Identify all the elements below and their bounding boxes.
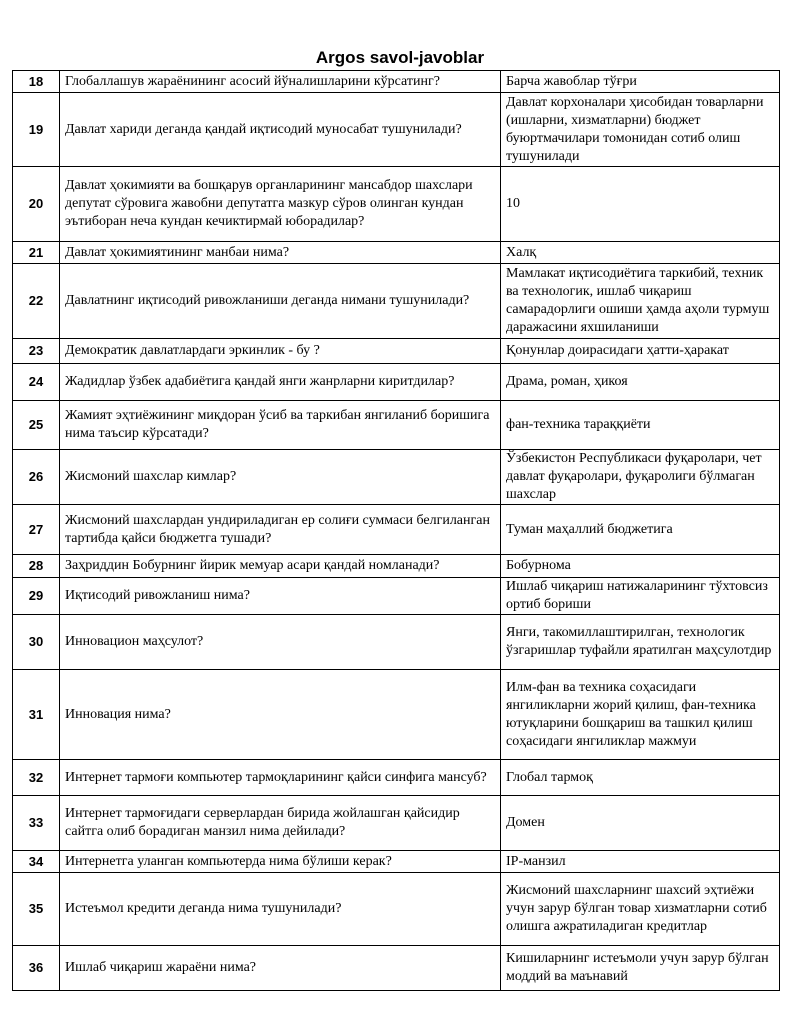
table-row	[13, 760, 780, 796]
question-number: 24	[13, 364, 60, 401]
question-text: Жисмоний шахслардан ундириладиган ер солиғи суммаси белгиланган тартибда қайси бюджетга тушади?	[60, 505, 501, 555]
question-text: Жамият эҳтиёжининг миқдоран ўсиб ва таркибан янгиланиб боришига нима таъсир кўрсатади?	[60, 401, 501, 450]
question-number: 25	[13, 401, 60, 450]
question-text: Заҳриддин Бобурнинг йирик мемуар асари қандай номланади?	[60, 555, 501, 578]
answer-text: Янги, такомиллаштирилган, технологик ўзгаришлар туфайли яратилган маҳсулотдир	[501, 615, 780, 670]
table-row	[13, 505, 780, 555]
answer-text: Барча жавоблар тўғри	[501, 71, 780, 93]
qa-table-body	[13, 71, 780, 991]
table-row	[13, 670, 780, 760]
question-number: 34	[13, 851, 60, 873]
table-row	[13, 264, 780, 339]
answer-text: Домен	[501, 796, 780, 851]
answer-text: Жисмоний шахсларнинг шахсий эҳтиёжи учун зарур бўлган товар хизматларни сотиб олишга ажратиладиган кредитлар	[501, 873, 780, 946]
answer-text: Бобурнома	[501, 555, 780, 578]
table-row	[13, 450, 780, 505]
answer-text: Халқ	[501, 242, 780, 264]
question-number: 36	[13, 946, 60, 991]
table-row	[13, 339, 780, 364]
qa-table	[12, 70, 780, 991]
table-row	[13, 401, 780, 450]
question-text: Жисмоний шахслар кимлар?	[60, 450, 501, 505]
answer-text: Кишиларнинг истеъмоли учун зарур бўлган моддий ва маънавий	[501, 946, 780, 991]
question-number: 33	[13, 796, 60, 851]
table-row	[13, 851, 780, 873]
question-number: 18	[13, 71, 60, 93]
table-row	[13, 167, 780, 242]
question-text: Интернетга уланган компьютерда нима бўлиши керак?	[60, 851, 501, 873]
table-row	[13, 555, 780, 578]
answer-text: Мамлакат иқтисодиётига таркибий, техник ва технологик, ишлаб чиқариш самарадорлиги ошиши ҳамда аҳоли турмуш даражасини яхшиланиши	[501, 264, 780, 339]
question-number: 21	[13, 242, 60, 264]
question-number: 23	[13, 339, 60, 364]
table-row	[13, 615, 780, 670]
page-title: Argos savol-javoblar	[315, 48, 485, 67]
table-row	[13, 578, 780, 615]
answer-text: фан-техника тараққиёти	[501, 401, 780, 450]
question-text: Интернет тармоғидаги серверлардан бирида жойлашган қайсидир сайтга олиб борадиган манзил нима дейилади?	[60, 796, 501, 851]
question-number: 26	[13, 450, 60, 505]
table-row	[13, 242, 780, 264]
question-number: 29	[13, 578, 60, 615]
table-row	[13, 946, 780, 991]
question-text: Давлат ҳокимиятининг манбаи нима?	[60, 242, 501, 264]
question-number: 32	[13, 760, 60, 796]
answer-text: Глобал тармоқ	[501, 760, 780, 796]
question-number: 20	[13, 167, 60, 242]
answer-text: 10	[501, 167, 780, 242]
answer-text: Ўзбекистон Республикаси фуқаролари, чет давлат фуқаролари, фуқаролиги бўлмаган шахслар	[501, 450, 780, 505]
question-number: 22	[13, 264, 60, 339]
question-number: 31	[13, 670, 60, 760]
question-text: Давлат хариди деганда қандай иқтисодий муносабат тушунилади?	[60, 93, 501, 167]
question-number: 27	[13, 505, 60, 555]
question-number: 35	[13, 873, 60, 946]
question-text: Иқтисодий ривожланиш нима?	[60, 578, 501, 615]
question-text: Ишлаб чиқариш жараёни нима?	[60, 946, 501, 991]
question-text: Глобаллашув жараёнининг асосий йўналишларини кўрсатинг?	[60, 71, 501, 93]
question-text: Истеъмол кредити деганда нима тушунилади?	[60, 873, 501, 946]
answer-text: IP-манзил	[501, 851, 780, 873]
table-row	[13, 71, 780, 93]
table-row	[13, 364, 780, 401]
answer-text: Қонунлар доирасидаги ҳатти-ҳаракат	[501, 339, 780, 364]
question-text: Инновация нима?	[60, 670, 501, 760]
question-text: Инновацион маҳсулот?	[60, 615, 501, 670]
question-number: 28	[13, 555, 60, 578]
table-row	[13, 873, 780, 946]
question-text: Интернет тармоғи компьютер тармоқларининг қайси синфига мансуб?	[60, 760, 501, 796]
question-text: Давлатнинг иқтисодий ривожланиши деганда нимани тушунилади?	[60, 264, 501, 339]
answer-text: Илм-фан ва техника соҳасидаги янгиликларни жорий қилиш, фан-техника ютуқларини бошқариш ва ташкил қилиш соҳасидаги янгиликлар мажмуи	[501, 670, 780, 760]
question-text: Демократик давлатлардаги эркинлик - бу ?	[60, 339, 501, 364]
table-row	[13, 93, 780, 167]
question-number: 19	[13, 93, 60, 167]
question-text: Жадидлар ўзбек адабиётига қандай янги жанрларни киритдилар?	[60, 364, 501, 401]
table-row	[13, 796, 780, 851]
answer-text: Давлат корхоналари ҳисобидан товарларни (ишларни, хизматларни) бюджет буюртмачилари томонидан сотиб олиш тушунилади	[501, 93, 780, 167]
answer-text: Драма, роман, ҳикоя	[501, 364, 780, 401]
answer-text: Туман маҳаллий бюджетига	[501, 505, 780, 555]
question-number: 30	[13, 615, 60, 670]
question-text: Давлат ҳокимияти ва бошқарув органларининг мансабдор шахслари депутат сўровига жавобни депутатга мазкур сўров олинган кундан эътиборан неча кундан кечиктирмай юборадилар?	[60, 167, 501, 242]
answer-text: Ишлаб чиқариш натижаларининг тўхтовсиз ортиб бориши	[501, 578, 780, 615]
